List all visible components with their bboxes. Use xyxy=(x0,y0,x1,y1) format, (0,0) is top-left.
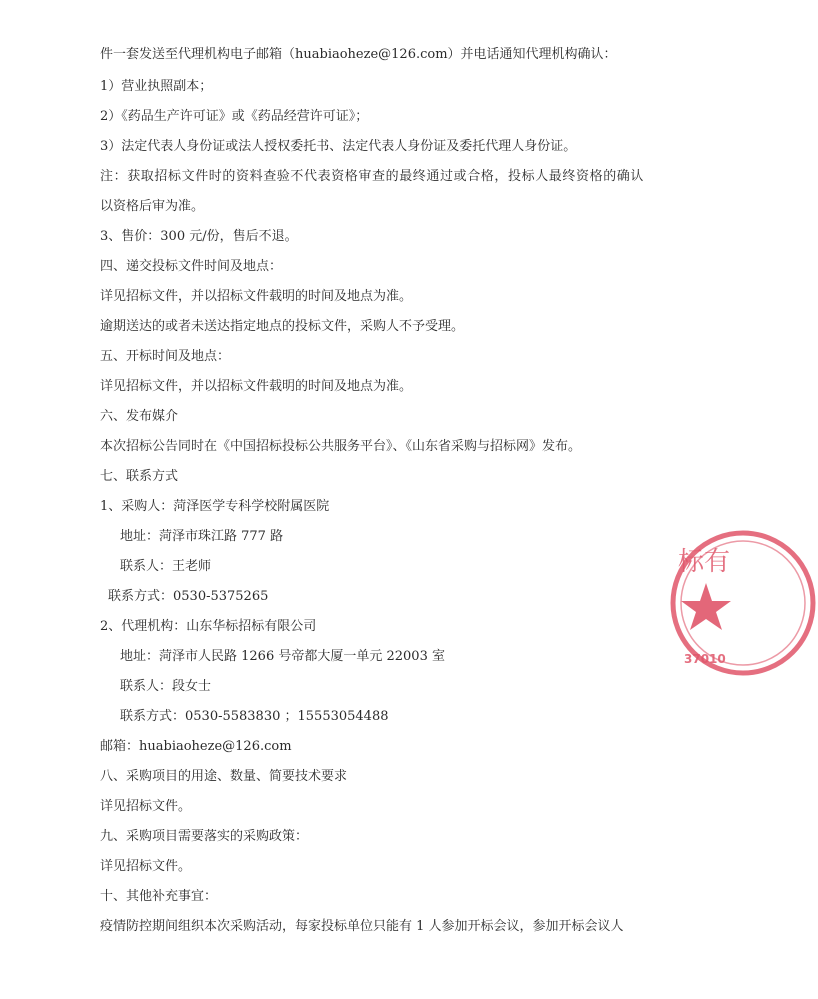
section-heading-10: 十、其他补充事宜： xyxy=(100,889,218,904)
doc-line-4: 3）法定代表人身份证或法人授权委托书、法定代表人身份证及委托代理人身份证。 xyxy=(100,139,577,154)
purchaser-line: 1、采购人：菏泽医学专科学校附属医院 xyxy=(100,499,330,514)
doc-line-5: 注：获取招标文件时的资料查验不代表资格审查的最终通过或合格，投标人最终资格的确认 xyxy=(100,169,645,184)
seal-text-top: 标有 xyxy=(678,547,731,577)
purchaser-address: 地址：菏泽市珠江路 777 路 xyxy=(120,529,284,544)
doc-line-26: 详见招标文件。 xyxy=(100,799,192,814)
agency-address: 地址：菏泽市人民路 1266 号帝都大厦一单元 22003 室 xyxy=(120,649,445,664)
company-seal xyxy=(668,528,818,678)
doc-line-10: 逾期送达的或者未送达指定地点的投标文件，采购人不予受理。 xyxy=(100,319,465,334)
section-heading-8: 八、采购项目的用途、数量、简要技术要求 xyxy=(100,769,348,784)
purchaser-contact-person: 联系人：王老师 xyxy=(120,559,212,574)
seal-number: 37010 xyxy=(684,652,726,666)
doc-line-14: 本次招标公告同时在《中国招标投标公共服务平台》、《山东省采购与招标网》发布。 xyxy=(100,439,582,454)
section-heading-7: 七、联系方式 xyxy=(100,469,179,484)
doc-line-6: 以资格后审为准。 xyxy=(100,199,205,214)
section-heading-6: 六、发布媒介 xyxy=(100,409,179,424)
doc-line-1: 件一套发送至代理机构电子邮箱（huabiaoheze@126.com）并电话通知代理机构确认： xyxy=(100,47,617,62)
doc-line-12: 详见招标文件，并以招标文件载明的时间及地点为准。 xyxy=(100,379,413,394)
doc-line-2: 1）营业执照副本； xyxy=(100,79,213,94)
section-heading-5: 五、开标时间及地点： xyxy=(100,349,231,364)
doc-line-28: 详见招标文件。 xyxy=(100,859,192,874)
seal-star-icon xyxy=(681,583,731,630)
agency-phone: 联系方式：0530-5583830 ；15553054488 xyxy=(120,709,389,724)
doc-line-9: 详见招标文件，并以招标文件载明的时间及地点为准。 xyxy=(100,289,413,304)
doc-line-3: 2）《药品生产许可证》或《药品经营许可证》； xyxy=(100,109,369,124)
purchaser-phone: 联系方式：0530-5375265 xyxy=(108,589,269,604)
agency-email: 邮箱：huabiaoheze@126.com xyxy=(100,739,292,754)
doc-line-30: 疫情防控期间组织本次采购活动，每家投标单位只能有 1 人参加开标会议，参加开标会议人 xyxy=(100,919,624,934)
section-heading-4: 四、递交投标文件时间及地点： xyxy=(100,259,283,274)
section-heading-9: 九、采购项目需要落实的采购政策： xyxy=(100,829,309,844)
agency-contact-person: 联系人：段女士 xyxy=(120,679,212,694)
agency-line: 2、代理机构：山东华标招标有限公司 xyxy=(100,619,317,634)
doc-line-7: 3、售价：300 元/份，售后不退。 xyxy=(100,229,298,244)
